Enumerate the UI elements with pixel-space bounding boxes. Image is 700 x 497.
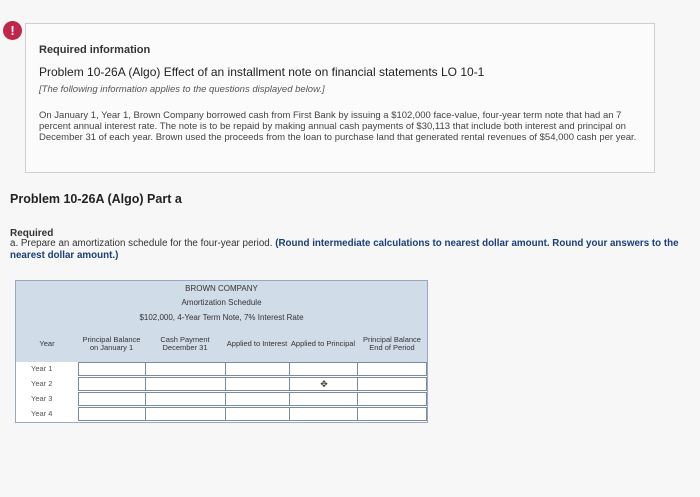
row-label-year-4: Year 4 xyxy=(31,409,53,418)
schedule-title: Amortization Schedule xyxy=(181,298,262,307)
schedule-company: BROWN COMPANY xyxy=(185,284,258,293)
input-year2-interest[interactable] xyxy=(225,377,290,391)
alert-icon: ! xyxy=(3,21,22,40)
input-year4-principal[interactable] xyxy=(289,407,358,421)
problem-heading: Problem 10-26A (Algo) Effect of an installment note on financial statements LO 10-1 xyxy=(39,65,485,79)
input-year1-balance-jan1[interactable] xyxy=(78,362,146,376)
schedule-subtitle: $102,000, 4-Year Term Note, 7% Interest Rate xyxy=(139,313,304,322)
input-year4-balance-jan1[interactable] xyxy=(78,407,146,421)
col-header-balance-end: Principal Balance End of Period xyxy=(363,334,421,352)
col-header-year: Year xyxy=(39,338,55,348)
instruction-plain: a. Prepare an amortization schedule for the four-year period. xyxy=(10,238,273,249)
row-label-year-2: Year 2 xyxy=(31,379,53,388)
col-header-balance-jan1: Principal Balance on January 1 xyxy=(82,334,141,352)
move-cursor-icon: ✥ xyxy=(320,379,328,389)
input-year3-cash-payment[interactable] xyxy=(145,392,226,406)
input-year2-cash-payment[interactable] xyxy=(145,377,226,391)
instruction-text xyxy=(10,238,690,262)
row-label-year-1: Year 1 xyxy=(31,364,53,373)
col-header-interest: Applied to Interest xyxy=(226,338,288,348)
input-year2-balance-end[interactable] xyxy=(357,377,427,391)
input-year3-interest[interactable] xyxy=(225,392,290,406)
amortization-schedule xyxy=(15,280,428,423)
col-header-principal: Applied to Principal xyxy=(290,338,356,348)
column-header-row xyxy=(16,326,427,362)
input-year2-balance-jan1[interactable] xyxy=(78,377,146,391)
input-year3-balance-jan1[interactable] xyxy=(78,392,146,406)
info-note: [The following information applies to the questions displayed below.] xyxy=(39,84,325,95)
instruction-bold: (Round intermediate calculations to nearest dollar amount. Round your answers to the nearest dollar amount.) xyxy=(10,238,679,261)
problem-paragraph: On January 1, Year 1, Brown Company borrowed cash from First Bank by issuing a $102,000 face-value, four-year term note that had an 7 percent annual interest rate. The note is to be repaid by making annual cash payments of $30,113 that include both interest and principal on December 31 of each year. Brown used the proceeds from the loan to purchase land that generated rental revenues of $54,000 cash per year. xyxy=(39,110,637,143)
input-year1-principal[interactable] xyxy=(289,362,358,376)
required-information-title: Required information xyxy=(39,44,151,56)
input-year4-interest[interactable] xyxy=(225,407,290,421)
input-year3-principal[interactable] xyxy=(289,392,358,406)
schedule-header xyxy=(16,281,427,326)
required-information-box xyxy=(25,23,655,173)
row-label-year-3: Year 3 xyxy=(31,394,53,403)
input-year4-cash-payment[interactable] xyxy=(145,407,226,421)
part-title: Problem 10-26A (Algo) Part a xyxy=(10,192,182,206)
required-label: Required xyxy=(10,228,54,239)
input-year3-balance-end[interactable] xyxy=(357,392,427,406)
input-year4-balance-end[interactable] xyxy=(357,407,427,421)
input-year1-cash-payment[interactable] xyxy=(145,362,226,376)
input-year1-balance-end[interactable] xyxy=(357,362,427,376)
col-header-cash-payment: Cash Payment December 31 xyxy=(160,334,210,352)
input-year1-interest[interactable] xyxy=(225,362,290,376)
